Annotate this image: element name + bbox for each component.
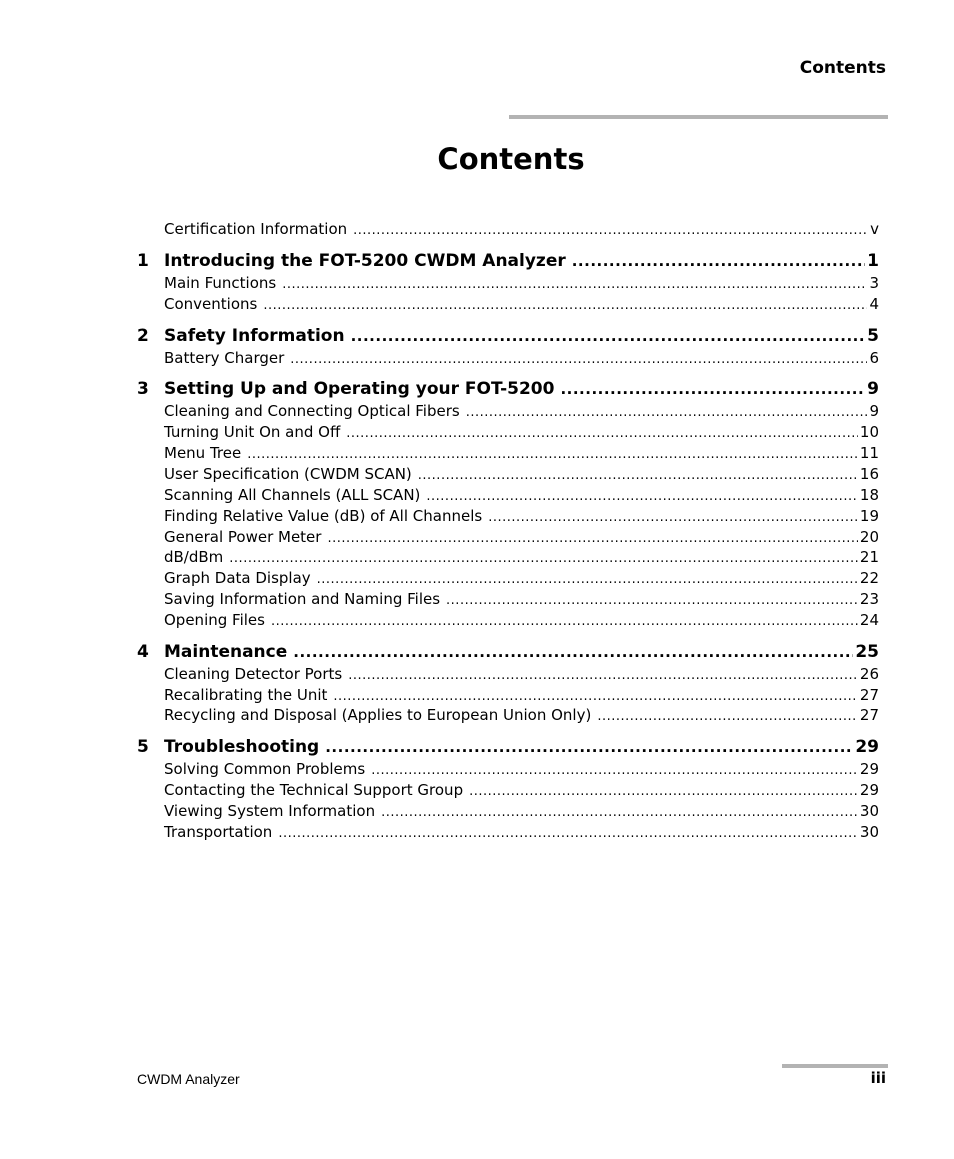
toc-entry-page: 26 (859, 664, 879, 683)
toc-entry-page: 30 (859, 802, 879, 820)
toc-entry-page: 21 (859, 548, 879, 567)
dot-leader (469, 784, 858, 799)
dot-leader (353, 223, 868, 238)
toc-entry-title: Viewing System Information (164, 802, 376, 820)
toc-entry-title: Finding Relative Value (dB) of All Channels (164, 506, 483, 525)
toc-entry-page: 25 (855, 641, 879, 662)
toc-entry-title: Main Functions (164, 273, 277, 292)
toc-entry-title: Certification Information (164, 220, 348, 238)
toc-chapter-entry[interactable] (164, 251, 879, 275)
footer-rule (782, 1064, 888, 1068)
dot-leader (317, 572, 858, 587)
toc-section-entry[interactable] (164, 507, 879, 527)
toc-entry-title: Cleaning Detector Ports (164, 664, 343, 683)
toc-section-entry[interactable] (164, 528, 879, 548)
toc-chapter-number: 4 (137, 641, 149, 662)
toc-entry-page: 19 (859, 506, 879, 525)
dot-leader (560, 380, 865, 398)
toc-entry-title: Opening Files (164, 610, 265, 629)
toc-entry-title: Introducing the FOT-5200 CWDM Analyzer (164, 250, 566, 271)
dot-leader (381, 805, 858, 820)
toc-entry-title: Saving Information and Naming Files (164, 590, 441, 609)
toc-chapter-number: 1 (137, 250, 149, 271)
toc-entry-title: Battery Charger (164, 348, 285, 367)
toc-section-entry[interactable] (164, 444, 879, 464)
page-title: Contents (437, 142, 585, 176)
toc-entry-title: Solving Common Problems (164, 760, 366, 779)
toc-chapter-number: 3 (137, 379, 149, 400)
toc-entry-page: 3 (869, 273, 879, 292)
toc-entry-page: 27 (859, 685, 879, 704)
dot-leader (247, 447, 858, 462)
toc-entry-title: Setting Up and Operating your FOT-5200 (164, 379, 555, 400)
toc-entry-title: Cleaning and Connecting Optical Fibers (164, 402, 460, 421)
toc-entry-page: 5 (867, 325, 879, 346)
dot-leader (597, 709, 858, 724)
toc-entry-page: 22 (859, 569, 879, 588)
toc-entry-page: 27 (859, 706, 879, 725)
toc-entry-page: 29 (859, 781, 879, 800)
toc-entry-title: Conventions (164, 294, 258, 313)
dot-leader (327, 531, 857, 546)
toc-section-entry[interactable] (164, 423, 879, 443)
toc-chapter-entry[interactable] (164, 642, 879, 666)
dot-leader (446, 593, 858, 608)
toc-entry-title: Maintenance (164, 641, 288, 662)
toc-entry-page: 20 (859, 527, 879, 546)
dot-leader (325, 738, 853, 756)
toc-entry-page: 9 (867, 379, 879, 400)
footer-page-number: iii (870, 1069, 886, 1087)
dot-leader (348, 668, 858, 683)
toc-section-entry[interactable] (164, 349, 879, 369)
toc-chapter-entry[interactable] (164, 379, 879, 403)
footer-product-name: CWDM Analyzer (137, 1071, 240, 1087)
toc-chapter-number: 5 (137, 737, 149, 758)
toc-entry-page: 29 (859, 760, 879, 779)
dot-leader (293, 643, 853, 661)
dot-leader (488, 510, 858, 525)
toc-section-entry[interactable] (164, 220, 879, 240)
toc-entry-title: User Specification (CWDM SCAN) (164, 464, 412, 483)
toc-chapter-number: 2 (137, 325, 149, 346)
toc-section-entry[interactable] (164, 465, 879, 485)
dot-leader (426, 489, 858, 504)
dot-leader (572, 252, 865, 270)
dot-leader (263, 298, 867, 313)
toc-entry-page: 4 (869, 294, 879, 313)
toc-section-entry[interactable] (164, 590, 879, 610)
toc-entry-page: 16 (859, 464, 879, 483)
toc-section-entry[interactable] (164, 611, 879, 631)
toc-entry-page: 10 (859, 423, 879, 442)
toc-entry-title: Troubleshooting (164, 737, 320, 758)
toc-entry-title: Menu Tree (164, 444, 242, 463)
toc-entry-page: 29 (855, 737, 879, 758)
toc-entry-title: Turning Unit On and Off (164, 423, 341, 442)
toc-entry-page: 23 (859, 590, 879, 609)
dot-leader (278, 826, 858, 841)
toc-section-entry[interactable] (164, 823, 879, 843)
toc-entry-page: 18 (859, 485, 879, 504)
toc-entry-title: Contacting the Technical Support Group (164, 781, 464, 800)
toc-entry-page: 24 (859, 610, 879, 629)
toc-section-entry[interactable] (164, 760, 879, 780)
toc-entry-page: v (870, 220, 879, 238)
dot-leader (371, 763, 858, 778)
toc-entry-title: Recycling and Disposal (Applies to European Union Only) (164, 706, 592, 725)
running-header: Contents (799, 58, 886, 78)
toc-section-entry[interactable] (164, 569, 879, 589)
dot-leader (351, 327, 866, 345)
toc-entry-title: Recalibrating the Unit (164, 685, 328, 704)
toc-entry-page: 9 (869, 402, 879, 421)
toc-entry-title: Safety Information (164, 325, 345, 346)
toc-section-entry[interactable] (164, 548, 879, 568)
toc-section-entry[interactable] (164, 686, 879, 706)
toc-entry-title: Scanning All Channels (ALL SCAN) (164, 485, 421, 504)
toc-section-entry[interactable] (164, 665, 879, 685)
dot-leader (229, 551, 858, 566)
dot-leader (271, 614, 858, 629)
toc-section-entry[interactable] (164, 274, 879, 294)
toc-entry-title: Graph Data Display (164, 569, 311, 588)
toc-entry-title: Transportation (164, 822, 273, 841)
toc-entry-page: 30 (859, 822, 879, 841)
dot-leader (418, 468, 858, 483)
dot-leader (333, 689, 858, 704)
toc-section-entry[interactable] (164, 802, 879, 822)
toc-section-entry[interactable] (164, 402, 879, 422)
toc-entry-title: General Power Meter (164, 527, 322, 546)
toc-entry-page: 11 (859, 444, 879, 463)
toc-entry-page: 1 (867, 250, 879, 271)
toc-section-entry[interactable] (164, 781, 879, 801)
toc-chapter-entry[interactable] (164, 326, 879, 350)
toc-entry-title: dB/dBm (164, 548, 224, 567)
dot-leader (290, 352, 867, 367)
toc-chapter-entry[interactable] (164, 737, 879, 761)
toc-section-entry[interactable] (164, 706, 879, 726)
toc-entry-page: 6 (869, 348, 879, 367)
toc-section-entry[interactable] (164, 486, 879, 506)
toc-section-entry[interactable] (164, 295, 879, 315)
dot-leader (466, 405, 868, 420)
dot-leader (282, 277, 867, 292)
dot-leader (346, 426, 858, 441)
